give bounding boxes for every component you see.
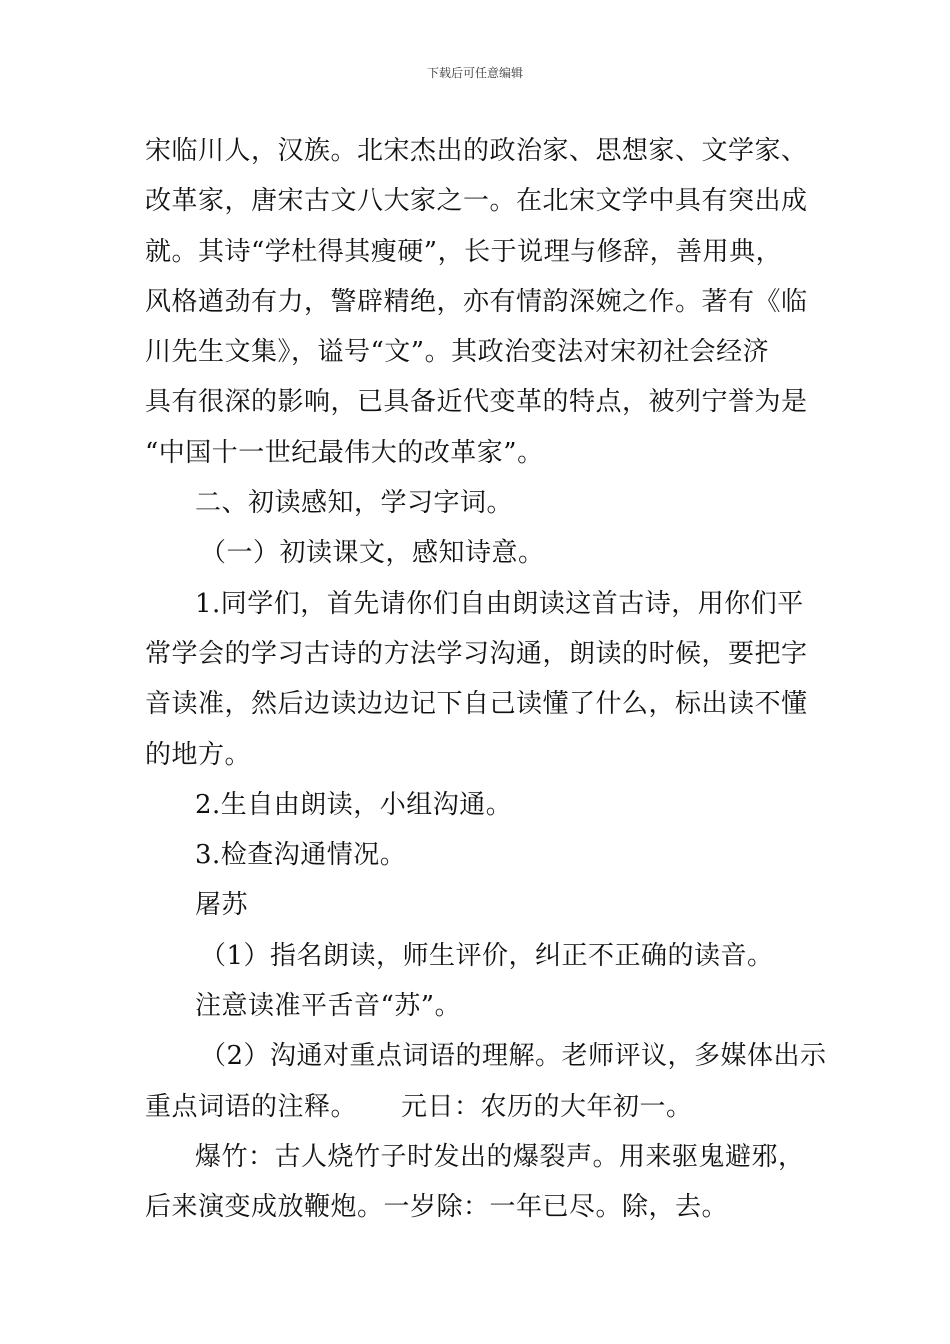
document-body xyxy=(145,126,827,1233)
paragraph-line: 改革家，唐宋古文八大家之一。在北宋文学中具有突出成 xyxy=(145,186,808,217)
subsection-heading: （一）初读课文，感知诗意。 xyxy=(200,538,545,569)
paragraph-line: 音读准，然后边读边边记下自己读懂了什么，标出读不懂 xyxy=(145,689,808,720)
paragraph-line: “中国十一世纪最伟大的改革家”。 xyxy=(145,437,544,468)
paragraph-line: 宋临川人，汉族。北宋杰出的政治家、思想家、文学家、 xyxy=(145,136,808,166)
paragraph-line: 3.检查沟通情况。 xyxy=(195,840,407,871)
paragraph-fragment: 重点词语的注释。 xyxy=(145,1091,358,1122)
vocab-definition: 爆竹：古人烧竹子时发出的爆裂声。用来驱鬼避邪， xyxy=(195,1141,805,1172)
paragraph-line: 1.同学们，首先请你们自由朗读这首古诗，用你们平 xyxy=(195,588,804,619)
paragraph-line: 注意读准平舌音“苏”。 xyxy=(195,991,462,1022)
paragraph-line xyxy=(145,1082,807,1132)
paragraph-line: 川先生文集》，谥号“文”。其政治变法对宋初社会经济 xyxy=(145,337,770,368)
paragraph-line: （1）指名朗读，师生评价，纠正不正确的读音。 xyxy=(200,940,774,971)
section-heading: 二、初读感知，学习字词。 xyxy=(195,488,514,519)
paragraph-line: 的地方。 xyxy=(145,739,252,770)
paragraph-line: 具有很深的影响，已具备近代变革的特点，被列宁誉为是 xyxy=(145,387,808,418)
vocab-definition: 元日：农历的大年初一。 xyxy=(401,1091,693,1122)
paragraph-line: 风格遒劲有力，警辟精绝，亦有情韵深婉之作。著有《临 xyxy=(145,286,808,317)
paragraph-line: 常学会的学习古诗的方法学习沟通，朗读的时候，要把字 xyxy=(145,638,808,669)
page-header: 下载后可任意编辑 xyxy=(426,66,523,80)
paragraph-line: 2.生自由朗读，小组沟通。 xyxy=(195,789,513,820)
paragraph-line: （2）沟通对重点词语的理解。老师评议，多媒体出示 xyxy=(200,1041,827,1072)
vocab-word: 屠苏 xyxy=(195,890,249,921)
paragraph-line: 就。其诗“学杜得其瘦硬”，长于说理与修辞，善用典， xyxy=(145,236,783,267)
vocab-definition: 后来演变成放鞭炮。一岁除：一年已尽。除，去。 xyxy=(145,1192,729,1223)
